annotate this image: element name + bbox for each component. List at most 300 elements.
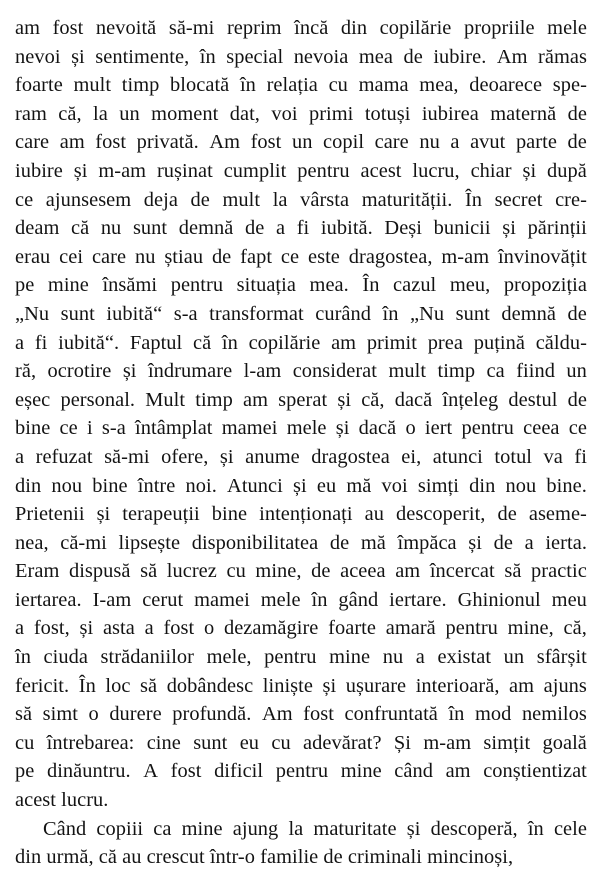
word: în bbox=[239, 74, 256, 97]
word: fost bbox=[52, 17, 84, 39]
word: voi bbox=[381, 474, 408, 497]
word: mea, bbox=[419, 74, 459, 97]
word: o bbox=[203, 617, 215, 640]
word: nevoită bbox=[95, 17, 157, 39]
word: întâmplat bbox=[135, 417, 213, 440]
text-line bbox=[15, 14, 587, 43]
text-line bbox=[15, 157, 587, 186]
word: ram bbox=[15, 102, 47, 125]
word: și bbox=[71, 45, 85, 68]
word: ofere, bbox=[161, 445, 209, 468]
word: existat bbox=[437, 646, 492, 669]
word: avut bbox=[470, 131, 506, 154]
word: învinovățit bbox=[497, 245, 587, 268]
word: Am bbox=[209, 131, 241, 154]
word: dispusă bbox=[68, 560, 131, 583]
word: mă bbox=[360, 531, 386, 554]
word: de bbox=[567, 302, 587, 325]
word: cu bbox=[226, 560, 246, 583]
word: nu bbox=[382, 646, 404, 669]
word: am bbox=[509, 674, 535, 697]
word: că, bbox=[58, 102, 82, 125]
text-line bbox=[15, 700, 587, 729]
text-line bbox=[15, 186, 587, 215]
word: primi bbox=[308, 102, 354, 125]
word: încă bbox=[294, 17, 329, 39]
word: și bbox=[79, 617, 94, 640]
word: și bbox=[96, 503, 111, 526]
word: de bbox=[567, 131, 587, 154]
word: în bbox=[527, 817, 544, 840]
word: ca bbox=[153, 817, 172, 840]
word: dragostea bbox=[311, 445, 390, 468]
word: însămi bbox=[102, 274, 158, 297]
word: fost bbox=[303, 703, 334, 726]
word: atunci bbox=[432, 445, 483, 468]
text-line bbox=[15, 529, 587, 558]
word: mama bbox=[358, 74, 409, 97]
word: blocată bbox=[170, 74, 230, 97]
text-line: din urmă, că au crescut într-o familie de criminali mincinoși, bbox=[15, 846, 514, 869]
word: m-am bbox=[423, 731, 472, 754]
word: ajuns bbox=[543, 674, 587, 697]
word: mult bbox=[222, 188, 261, 211]
word: de bbox=[211, 245, 232, 268]
word: timp bbox=[437, 360, 476, 383]
word: mele, bbox=[206, 646, 252, 669]
text-line bbox=[15, 414, 587, 443]
word: liniște bbox=[262, 674, 313, 697]
word: Și bbox=[393, 731, 412, 754]
word: ușurare bbox=[345, 674, 407, 697]
word: mine bbox=[329, 646, 371, 669]
word: ciuda bbox=[43, 646, 88, 669]
word: pe bbox=[15, 274, 35, 297]
word: dobândesc bbox=[166, 674, 254, 697]
word: rușinat bbox=[156, 159, 213, 182]
word: o bbox=[88, 703, 99, 726]
word: ceea bbox=[523, 417, 560, 440]
word: reprim bbox=[226, 17, 282, 39]
word: demnă bbox=[501, 302, 556, 325]
word: fost bbox=[170, 760, 202, 783]
word: relația bbox=[266, 74, 318, 97]
word: dat, bbox=[229, 102, 260, 125]
word: sfârșit bbox=[536, 646, 587, 669]
word: „Nu bbox=[15, 302, 50, 325]
word: moment bbox=[151, 102, 219, 125]
word: foarte bbox=[328, 617, 376, 640]
word: că bbox=[192, 331, 212, 354]
word: în bbox=[382, 302, 399, 325]
word: Prietenii bbox=[15, 503, 85, 526]
text-line bbox=[15, 815, 587, 844]
word: bunicii bbox=[433, 217, 491, 240]
word: să bbox=[15, 703, 33, 726]
word: în bbox=[448, 703, 465, 726]
word: maturitate bbox=[313, 817, 397, 840]
word: totuși bbox=[364, 102, 411, 125]
word: ocrotire bbox=[47, 360, 112, 383]
word: la bbox=[272, 188, 288, 211]
word: un bbox=[119, 102, 140, 125]
word: Eram bbox=[15, 560, 60, 583]
word: meu, bbox=[449, 274, 491, 297]
word: sperat bbox=[278, 388, 328, 411]
word: de bbox=[497, 503, 517, 526]
word: că, bbox=[361, 388, 385, 411]
word: deoarece bbox=[469, 74, 543, 97]
word: și bbox=[219, 445, 234, 468]
word: bine. bbox=[546, 474, 587, 497]
word: privată. bbox=[136, 131, 199, 154]
text-line bbox=[15, 357, 587, 386]
word: am bbox=[331, 331, 357, 354]
word: copiii bbox=[96, 817, 144, 840]
word: mod bbox=[474, 703, 512, 726]
word: și bbox=[73, 159, 88, 182]
word: mele bbox=[286, 417, 327, 440]
word: transformat bbox=[209, 302, 304, 325]
text-line bbox=[15, 271, 587, 300]
word: să bbox=[504, 560, 522, 583]
word: simțit bbox=[483, 731, 531, 754]
word: iertarea. bbox=[15, 588, 82, 611]
word: dragostea, bbox=[348, 245, 433, 268]
word: din bbox=[469, 474, 496, 497]
word: iubită“ bbox=[106, 302, 163, 325]
word: pentru bbox=[445, 617, 498, 640]
word: în bbox=[15, 646, 31, 669]
word: copilărie bbox=[248, 331, 321, 354]
text-line: acest lucru. bbox=[15, 789, 109, 812]
word: o bbox=[405, 417, 416, 440]
word: intenționați bbox=[259, 503, 353, 526]
word: pentru bbox=[297, 159, 350, 182]
word: a bbox=[15, 331, 25, 354]
word: amară bbox=[385, 617, 436, 640]
word: Deși bbox=[384, 217, 422, 240]
word: și bbox=[522, 159, 537, 182]
text-line bbox=[15, 43, 587, 72]
word: și bbox=[322, 674, 337, 697]
word: fost bbox=[163, 617, 195, 640]
text-line bbox=[15, 243, 587, 272]
word: am bbox=[15, 17, 41, 39]
word: mamei bbox=[194, 588, 250, 611]
word: ajunsesem bbox=[45, 188, 132, 211]
word: cerut bbox=[142, 588, 184, 611]
word: simt bbox=[42, 703, 78, 726]
word: să bbox=[140, 674, 158, 697]
word: împăca bbox=[397, 531, 457, 554]
word: curând bbox=[315, 302, 372, 325]
word: și bbox=[337, 388, 352, 411]
word: cu bbox=[271, 731, 291, 754]
word: a bbox=[15, 445, 25, 468]
word: Mult bbox=[145, 388, 186, 411]
word: considerat bbox=[292, 360, 377, 383]
word: special bbox=[226, 45, 284, 68]
word: nou bbox=[505, 474, 537, 497]
word: anume bbox=[245, 445, 300, 468]
word: cu bbox=[328, 74, 348, 97]
word: acest bbox=[360, 159, 402, 182]
word: personal. bbox=[60, 388, 136, 411]
word: vârsta bbox=[300, 188, 350, 211]
word: bine bbox=[211, 503, 248, 526]
word: ce bbox=[59, 417, 78, 440]
word: puțină bbox=[473, 331, 525, 354]
word: mine, bbox=[255, 560, 302, 583]
text-line bbox=[15, 214, 587, 243]
word: demnă bbox=[178, 217, 234, 240]
word: de bbox=[245, 217, 265, 240]
word: bine bbox=[92, 474, 128, 497]
word: mele bbox=[260, 588, 301, 611]
word: lipsește bbox=[118, 531, 181, 554]
word: eu bbox=[239, 731, 260, 754]
word: mele bbox=[547, 17, 587, 39]
word: fost bbox=[95, 131, 127, 154]
word: voi bbox=[271, 102, 298, 125]
word: am bbox=[395, 560, 421, 583]
word: a bbox=[144, 617, 154, 640]
word: un bbox=[503, 646, 525, 669]
word: descoperă, bbox=[430, 817, 518, 840]
word: sunt bbox=[132, 217, 168, 240]
word: mea bbox=[358, 45, 393, 68]
word: că, bbox=[563, 617, 587, 640]
word: Am bbox=[496, 45, 528, 68]
word: pentru bbox=[264, 646, 317, 669]
word: iubită“. bbox=[58, 331, 120, 354]
word: rămas bbox=[538, 45, 587, 68]
word: lucru, bbox=[412, 159, 460, 182]
paragraph bbox=[15, 815, 587, 872]
word: știau bbox=[164, 245, 204, 268]
word: fi bbox=[296, 217, 310, 240]
word: mult bbox=[73, 74, 112, 97]
text-line bbox=[15, 100, 587, 129]
text-line bbox=[15, 500, 587, 529]
word: un bbox=[566, 360, 587, 383]
word: asta bbox=[102, 617, 135, 640]
word: în bbox=[199, 45, 216, 68]
word: „Nu bbox=[410, 302, 445, 325]
word: conștientizat bbox=[483, 760, 587, 783]
word: ajung bbox=[232, 817, 279, 840]
text-line bbox=[15, 386, 587, 415]
word: întrebarea: bbox=[46, 731, 135, 754]
word: și bbox=[122, 360, 137, 383]
word: maternă bbox=[490, 102, 557, 125]
word: secret bbox=[494, 188, 543, 211]
word: m-am bbox=[441, 245, 490, 268]
word: maturității. bbox=[361, 188, 453, 211]
word: s-a bbox=[101, 417, 126, 440]
word: între bbox=[137, 474, 176, 497]
word: mine bbox=[181, 817, 223, 840]
word: care bbox=[374, 131, 409, 154]
word: spe- bbox=[552, 74, 587, 97]
word: aceea bbox=[340, 560, 386, 583]
word: care bbox=[91, 245, 127, 268]
word: dacă bbox=[358, 417, 397, 440]
word: ca bbox=[486, 360, 505, 383]
word: dificil bbox=[214, 760, 264, 783]
word: fericit. bbox=[15, 674, 70, 697]
word: iert bbox=[424, 417, 453, 440]
word: și bbox=[293, 474, 307, 497]
word: să-mi bbox=[168, 17, 215, 39]
word: cine bbox=[146, 731, 181, 754]
word: nou bbox=[51, 474, 83, 497]
text-line bbox=[15, 586, 587, 615]
word: înțeleg bbox=[442, 388, 499, 411]
word: terapeuții bbox=[122, 503, 200, 526]
word: fapt bbox=[240, 245, 273, 268]
word: din bbox=[15, 474, 42, 497]
word: încercat bbox=[429, 560, 495, 583]
word: fiind bbox=[516, 360, 555, 383]
text-line bbox=[15, 443, 587, 472]
word: care bbox=[15, 131, 50, 154]
word: mă bbox=[346, 474, 372, 497]
word: primit bbox=[366, 331, 417, 354]
word: ce bbox=[280, 245, 300, 268]
word: am bbox=[243, 388, 269, 411]
word: lucrez bbox=[166, 560, 217, 583]
word: de bbox=[311, 560, 331, 583]
text-line bbox=[15, 614, 587, 643]
word: sunt bbox=[193, 731, 228, 754]
word: fost, bbox=[33, 617, 70, 640]
word: și bbox=[468, 531, 482, 554]
word: mine bbox=[47, 274, 89, 297]
text-line bbox=[15, 71, 587, 100]
word: sentimente, bbox=[95, 45, 190, 68]
word: dacă bbox=[394, 388, 433, 411]
word: nu bbox=[419, 131, 440, 154]
word: chiar bbox=[470, 159, 512, 182]
word: pentru bbox=[170, 274, 224, 297]
word: pentru bbox=[275, 760, 329, 783]
word: au bbox=[364, 503, 384, 526]
text-line bbox=[15, 128, 587, 157]
word: practic bbox=[531, 560, 587, 583]
word: ei, bbox=[401, 445, 422, 468]
word: la bbox=[288, 817, 304, 840]
word: timp bbox=[195, 388, 233, 411]
word: și bbox=[335, 417, 350, 440]
word: iubită. bbox=[320, 217, 373, 240]
word: ră, bbox=[15, 360, 37, 383]
word: noi. bbox=[185, 474, 217, 497]
word: mine, bbox=[507, 617, 554, 640]
text-line bbox=[15, 472, 587, 501]
word: gând bbox=[338, 588, 379, 611]
text-line bbox=[15, 300, 587, 329]
word: În bbox=[78, 674, 96, 697]
word: pe bbox=[15, 760, 35, 783]
word: că-mi bbox=[60, 531, 107, 554]
word: sunt bbox=[455, 302, 490, 325]
word: am bbox=[59, 131, 85, 154]
word: Când bbox=[43, 817, 87, 840]
word: strădaniilor bbox=[100, 646, 195, 669]
word: cu bbox=[15, 731, 35, 754]
word: descoperit, bbox=[396, 503, 486, 526]
word: în bbox=[311, 588, 328, 611]
text-line bbox=[15, 557, 587, 586]
word: nu bbox=[134, 245, 156, 268]
word: a bbox=[15, 617, 25, 640]
word: fost bbox=[250, 131, 282, 154]
word: Am bbox=[261, 703, 293, 726]
word: ce bbox=[568, 417, 587, 440]
word: nevoia bbox=[293, 45, 349, 68]
word: pentru bbox=[461, 417, 514, 440]
word: părinții bbox=[527, 217, 587, 240]
word: dezamăgire bbox=[223, 617, 319, 640]
word: mult bbox=[388, 360, 427, 383]
word: goală bbox=[542, 731, 587, 754]
word: copilărie bbox=[379, 17, 452, 39]
word: bine bbox=[15, 417, 51, 440]
word: confruntată bbox=[344, 703, 438, 726]
word: mine bbox=[340, 760, 382, 783]
word: sunt bbox=[60, 302, 95, 325]
word: eșec bbox=[15, 388, 51, 411]
word: să-mi bbox=[104, 445, 150, 468]
word: ierta. bbox=[545, 531, 587, 554]
word: nu bbox=[100, 217, 122, 240]
text-line bbox=[15, 672, 587, 701]
word: a bbox=[275, 217, 286, 240]
word: s-a bbox=[173, 302, 198, 325]
word: mamei bbox=[221, 417, 278, 440]
word: și bbox=[502, 217, 516, 240]
word: a bbox=[524, 531, 534, 554]
word: nea, bbox=[15, 531, 49, 554]
word: iubirea bbox=[421, 102, 479, 125]
paragraph bbox=[15, 14, 587, 815]
word: dinăuntru. bbox=[46, 760, 131, 783]
word: eu bbox=[316, 474, 337, 497]
word: căldu- bbox=[535, 331, 587, 354]
word: timp bbox=[121, 74, 160, 97]
text-line bbox=[15, 729, 587, 758]
word: de bbox=[190, 188, 210, 211]
word: Ghinionul bbox=[457, 588, 541, 611]
text-line bbox=[15, 329, 587, 358]
word: de bbox=[403, 45, 423, 68]
word: și bbox=[406, 817, 421, 840]
word: loc bbox=[105, 674, 131, 697]
word: erau bbox=[15, 245, 51, 268]
word: iubire bbox=[15, 159, 63, 182]
word: prea bbox=[427, 331, 463, 354]
word: de bbox=[567, 102, 587, 125]
page-text-block bbox=[15, 14, 587, 872]
word: propriile bbox=[463, 17, 535, 39]
word: Atunci bbox=[227, 474, 283, 497]
word: când bbox=[394, 760, 433, 783]
word: deam bbox=[15, 217, 60, 240]
word: simți bbox=[417, 474, 459, 497]
word: situația bbox=[236, 274, 296, 297]
